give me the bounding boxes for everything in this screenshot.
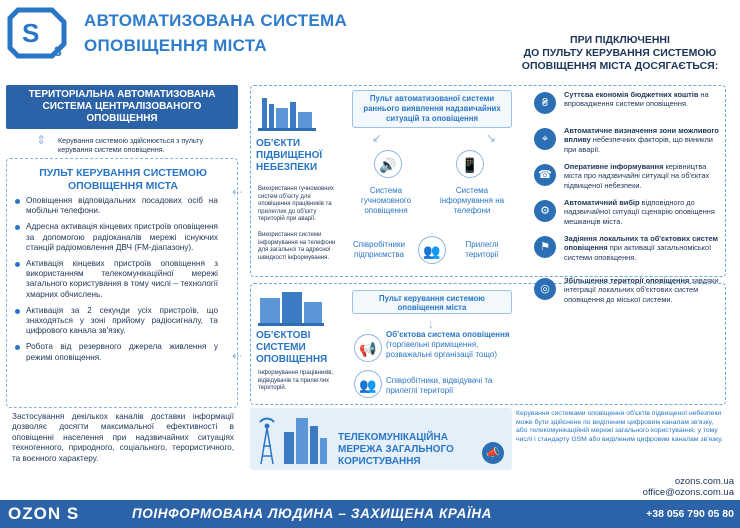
benefit-item: ₴ Суттєва економія бюджетних коштів на впровадження системи оповіщення. <box>534 90 724 120</box>
benefit-item: ⚑ Задіяння локальних та об'єктових систем оповіщення при активації загальноміської системи оповіщення. <box>534 234 724 264</box>
benefit-item: ⌖ Автоматичне визначення зони можливого впливу небезпечних факторів, що виникли при аварії. <box>534 126 724 156</box>
arrow-left-to-systems-icon: ⇠ <box>232 349 243 363</box>
territorial-note: Керування системою здійснюється з пульту керування системи оповіщення. <box>58 136 204 154</box>
svg-text:S: S <box>22 18 40 48</box>
city-pult-box: Пульт керування системою оповіщення міста <box>352 290 512 314</box>
area-icon: ◎ <box>534 278 556 300</box>
logo-mark-icon <box>6 6 72 60</box>
benefit-item: ◎ Збільшення території оповіщення завдяки інтеграції локальних об'єктових систем оповіщення до міської системи. <box>534 276 724 308</box>
adjacent-label: Прилеглі території <box>465 240 499 259</box>
telecom-note: Керування системами оповіщення об'єктів підвищеної небезпеки може бути здійснене по виділеним цифровим каналам зв'язку, або телекомунікаційній мережі загального користування, у тому числі і стандарту GSM або виділеним цифровим каналам зв'язку. <box>516 410 723 443</box>
objects-title: ОБ'ЄКТИ ПІДВИЩЕНОЇ НЕБЕЗПЕКИ <box>256 138 323 173</box>
city-skyline-icon <box>282 414 328 466</box>
right-header: ПРИ ПІДКЛЮЧЕННІ ДО ПУЛЬТУ КЕРУВАННЯ СИСТЕМОЮ ОПОВІЩЕННЯ МІСТА ДОСЯГАЄТЬСЯ: <box>521 34 719 72</box>
object-system-sub: (торгівельні приміщення, розважальні організації тощо) <box>386 340 497 359</box>
brand-logo: OZON S <box>8 504 80 523</box>
pult-title: ПУЛЬТ КЕРУВАННЯ СИСТЕМОЮ ОПОВІЩЕННЯ МІСТА <box>39 167 207 192</box>
list-item: Оповіщення відповідальних посадових осіб на мобільні телефони. <box>14 196 218 216</box>
megaphone-icon: 📢 <box>354 334 382 362</box>
email-link[interactable]: office@ozons.com.ua <box>642 487 734 498</box>
arrow-left-to-objects-icon: ⇠ <box>232 185 243 199</box>
svg-text:3: 3 <box>54 43 62 59</box>
objects-text-2: Використання системи інформування на телефони для загальної та адресної швидкості інформування. <box>258 232 336 261</box>
arrow-down-left-icon: ↙ <box>372 131 383 145</box>
phone-icon: 📱 <box>456 150 484 178</box>
object-system-label: Об'єктова система оповіщення <box>386 330 510 339</box>
slogan: ПОІНФОРМОВАНА ЛЮДИНА – ЗАХИЩЕНА КРАЇНА <box>132 506 493 521</box>
benefits-list <box>534 90 724 308</box>
staff-icon: 👥 <box>354 370 382 398</box>
phone-alert-icon: ☎ <box>534 164 556 186</box>
page-title-line1: АВТОМАТИЗОВАНА СИСТЕМА <box>84 11 348 30</box>
objects-text-1: Використання гучномовних систем об'єкту для оповіщення працівників та прилеглих до об'єкту територій при аварії. <box>258 186 334 222</box>
pult-bullets <box>14 196 218 363</box>
broadcast-icon: 📣 <box>482 442 504 464</box>
object-systems-text: Інформування працівників, відвідувачів та прилеглих територій. <box>258 370 334 391</box>
list-item: Адресна активація кінцевих пристроїв оповіщення за допомогою радіоканалів мережі існуючих станцій радіомовлення ДВЧ (FM-діапазону). <box>14 222 218 253</box>
vertical-arrow-icon: ⇕ <box>36 133 47 147</box>
settings-icon: ⚙ <box>534 200 556 222</box>
object-systems-title: ОБ'ЄКТОВІ СИСТЕМИ ОПОВІЩЕННЯ <box>256 330 328 365</box>
arrow-down-icon: ↓ <box>428 317 434 331</box>
factory-icon <box>258 92 316 134</box>
location-icon: ⌖ <box>534 128 556 150</box>
people-icon: 👥 <box>418 236 446 264</box>
intro-paragraph: Застосування декількох каналів доставки інформації дозволяє досягти максимальної ефективності в оповіщенні населення при надзвичайних ситуаціях техногенного, природного, соціального, терористичного, та воєнного характеру. <box>12 412 234 463</box>
phone-system-label: Система інформування на телефони <box>439 186 505 215</box>
site-link[interactable]: ozons.com.ua <box>674 476 734 487</box>
speaker-system-label: Система гучномовного оповіщення <box>360 186 412 215</box>
workers-label: Співробітники підприємства <box>353 240 405 259</box>
territorial-box <box>6 85 238 129</box>
telecom-title: ТЕЛЕКОМУНІКАЦІЙНА МЕРЕЖА ЗАГАЛЬНОГО КОРИСТУВАННЯ <box>338 432 454 467</box>
antenna-icon <box>256 416 278 466</box>
benefit-item: ☎ Оперативне інформування керівництва міста про надзвичайні ситуації на об'єктах підвищеної небезпеки. <box>534 162 724 192</box>
contact-block <box>560 476 734 498</box>
early-warning-box: Пульт автоматизованої системи раннього виявлення надзвичайних ситуацій та оповіщення <box>352 90 512 128</box>
benefit-item: ⚙ Автоматичний вибір відповідного до надзвичайної ситуації сценарію оповіщення мешканців міста. <box>534 198 724 228</box>
staff-label: Співробітники, відвідувачі та прилеглі території <box>386 376 493 395</box>
list-item: Активація кінцевих пристроїв оповіщення з використанням телекомунікаційної мережі загального користування в тому числі – технології хмарних обчислень. <box>14 259 218 300</box>
territorial-title: ТЕРИТОРІАЛЬНА АВТОМАТИЗОВАНА СИСТЕМА ЦЕНТРАЛІЗОВАНОГО ОПОВІЩЕННЯ <box>28 89 216 124</box>
building-icon <box>258 290 324 326</box>
logo <box>6 6 72 60</box>
list-item: Робота від резервного джерела живлення у режимі оповіщення. <box>14 342 218 362</box>
phone-number[interactable]: +38 056 790 05 80 <box>646 508 734 520</box>
list-item: Активація за 2 секунди усіх пристроїв, що знаходяться у зоні прийому радіосигналу, та цифрового канала зв'язку. <box>14 306 218 337</box>
speaker-icon: 🔊 <box>374 150 402 178</box>
network-icon: ⚑ <box>534 236 556 258</box>
coins-icon: ₴ <box>534 92 556 114</box>
page-title-line2: ОПОВІЩЕННЯ МІСТА <box>84 36 267 55</box>
arrow-down-right-icon: ↘ <box>486 131 497 145</box>
